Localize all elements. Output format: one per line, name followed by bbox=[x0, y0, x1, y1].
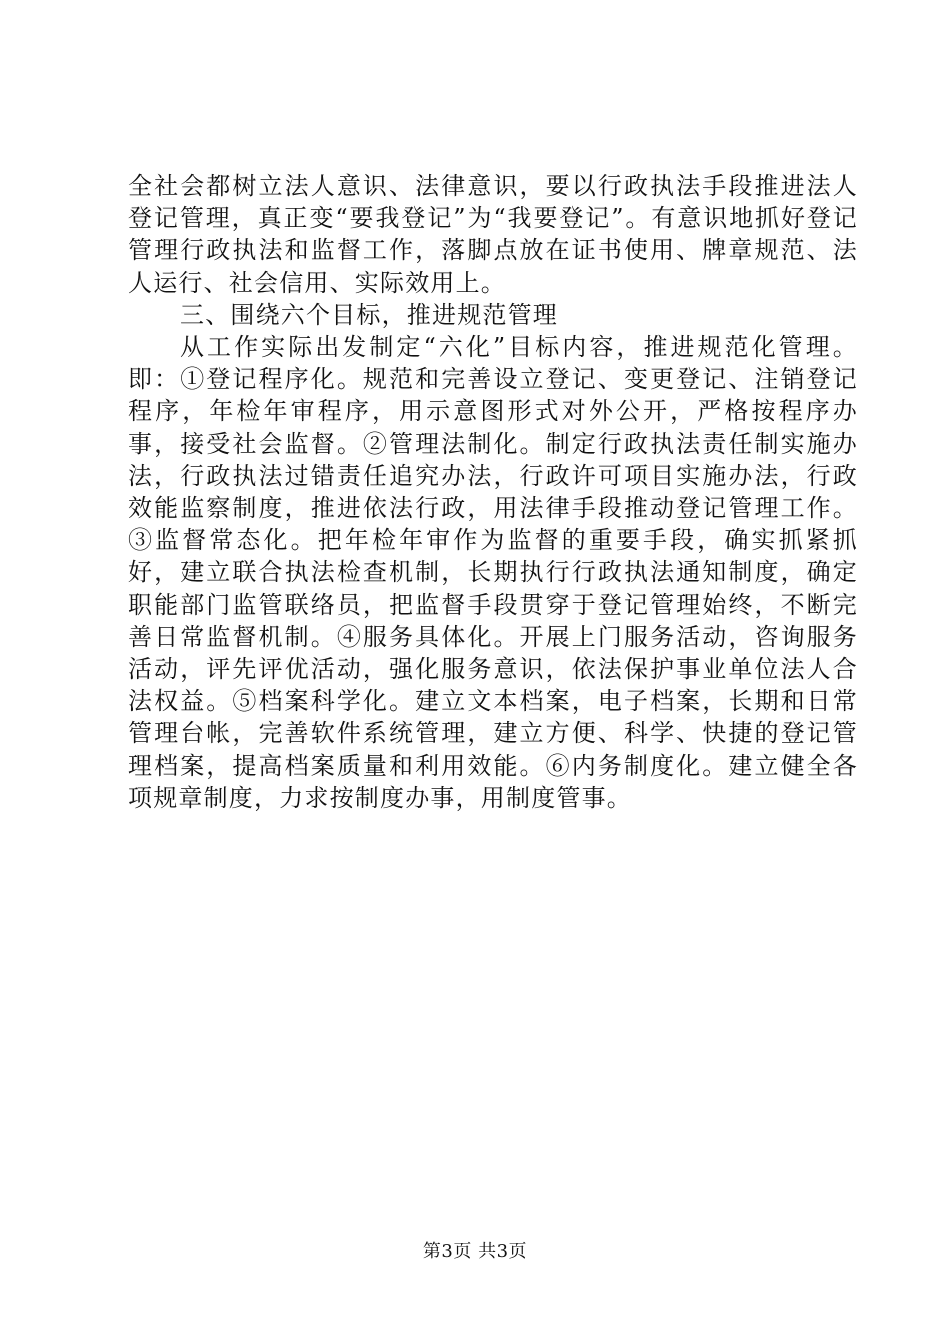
paragraph-six-goals: 从工作实际出发制定“六化”目标内容，推进规范化管理。即：①登记程序化。规范和完善设立登记、变更登记、注销登记程序，年检年审程序，用示意图形式对外公开，严格按程序办事，接受社会监督。②管理法制化。制定行政执法责任制实施办法，行政执法过错责任追究办法，行政许可项目实施办法，行政效能监察制度，推进依法行政，用法律手段推动登记管理工作。③监督常态化。把年检年审作为监督的重要手段，确实抓紧抓好，建立联合执法检查机制，长期执行行政执法通知制度，确定职能部门监管联络员，把监督手段贯穿于登记管理始终，不断完善日常监督机制。④服务具体化。开展上门服务活动，咨询服务活动，评先评优活动，强化服务意识，依法保护事业单位法人合法权益。⑤档案科学化。建立文本档案，电子档案，长期和日常管理台帐，完善软件系统管理，建立方便、科学、快捷的登记管理档案，提高档案质量和利用效能。⑥内务制度化。建立健全各项规章制度，力求按制度办事，用制度管事。 bbox=[128, 333, 858, 812]
document-body bbox=[128, 170, 858, 814]
page-footer: 第3页 共3页 bbox=[422, 1241, 528, 1262]
paragraph-continuation: 全社会都树立法人意识、法律意识，要以行政执法手段推进法人登记管理，真正变“要我登记”为“我要登记”。有意识地抓好登记管理行政执法和监督工作，落脚点放在证书使用、牌章规范、法人运行、社会信用、实际效用上。 bbox=[128, 172, 858, 297]
section-heading: 三、围绕六个目标，推进规范管理 bbox=[180, 300, 558, 329]
